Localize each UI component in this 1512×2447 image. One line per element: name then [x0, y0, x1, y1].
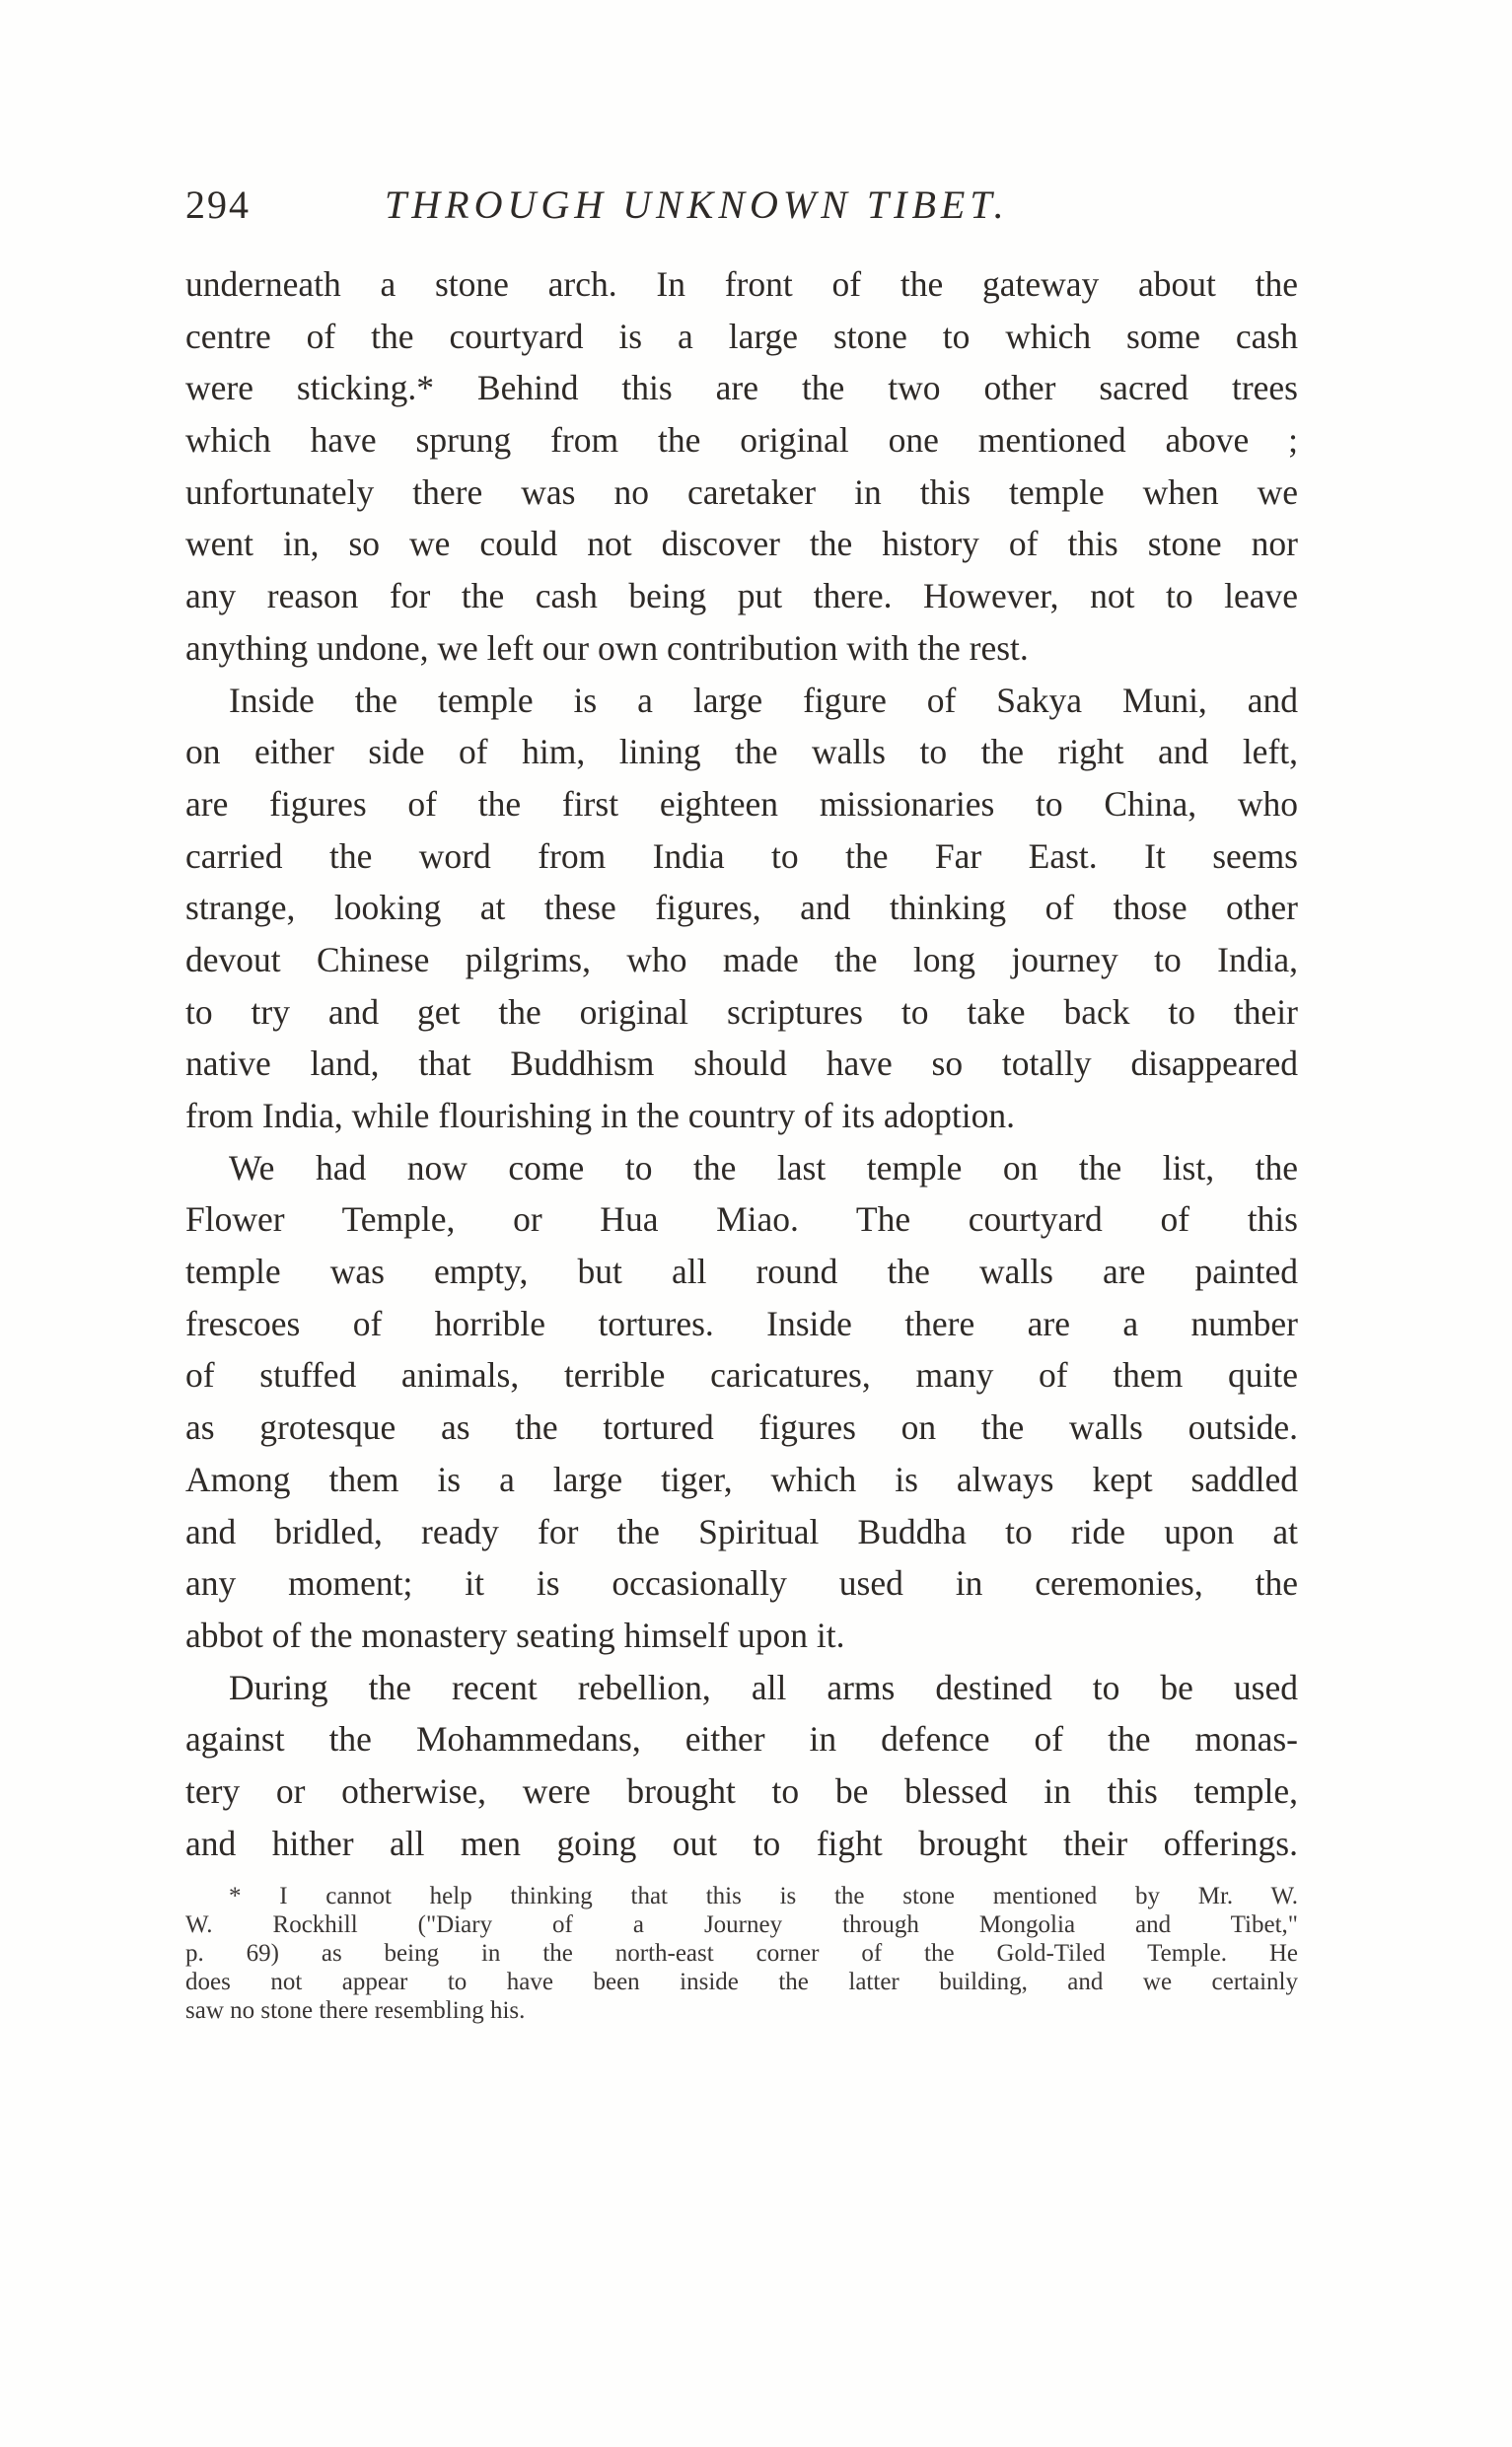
text-line: carried the word from India to the Far East. It seems: [185, 835, 1298, 876]
text-line: were sticking.* Behind this are the two other sacred trees: [185, 368, 1298, 408]
text-line: During the recent rebellion, all arms destined to be used: [229, 1667, 1298, 1707]
text-line: of stuffed animals, terrible caricatures, many of them quite: [185, 1355, 1298, 1396]
page-number: 294: [185, 182, 251, 227]
text-line: and bridled, ready for the Spiritual Buddha to ride upon at: [185, 1511, 1298, 1551]
text-line: which have sprung from the original one mentioned above ;: [185, 420, 1298, 461]
text-line: native land, that Buddhism should have so totally disappeared: [185, 1044, 1298, 1084]
text-line: underneath a stone arch. In front of the gateway about the: [185, 264, 1298, 304]
text-line: temple was empty, but all round the walls are painted: [185, 1252, 1298, 1292]
text-line: from India, while flourishing in the country of its adoption.: [185, 1096, 1016, 1135]
text-line: Inside the temple is a large figure of Sakya Muni, and: [229, 680, 1298, 720]
text-line: any reason for the cash being put there. However, not to leave: [185, 576, 1298, 616]
text-line: unfortunately there was no caretaker in this temple when we: [185, 471, 1298, 512]
footnote-line: does not appear to have been inside the latter building, and we certainly: [185, 1969, 1298, 1995]
text-line: and hither all men going out to fight brought their offerings.: [185, 1823, 1298, 1863]
footnote-line: p. 69) as being in the north-east corner of the Gold-Tiled Temple. He: [185, 1940, 1298, 1967]
text-line: Flower Temple, or Hua Miao. The courtyard of this: [185, 1199, 1298, 1240]
text-line: Among them is a large tiger, which is always kept saddled: [185, 1459, 1298, 1499]
text-line: devout Chinese pilgrims, who made the long journey to India,: [185, 939, 1298, 979]
text-line: abbot of the monastery seating himself upon it.: [185, 1615, 845, 1655]
text-line: tery or otherwise, were brought to be blessed in this temple,: [185, 1770, 1298, 1811]
text-line: to try and get the original scriptures to take back to their: [185, 991, 1298, 1032]
text-line: frescoes of horrible tortures. Inside there are a number: [185, 1303, 1298, 1343]
text-line: anything undone, we left our own contribution with the rest.: [185, 627, 1029, 668]
footnote-line: saw no stone there resembling his.: [185, 1997, 526, 2024]
text-line: went in, so we could not discover the history of this stone nor: [185, 524, 1298, 564]
text-line: We had now come to the last temple on the list, the: [229, 1147, 1298, 1188]
text-line: centre of the courtyard is a large stone to which some cash: [185, 316, 1298, 356]
footnote: [185, 1882, 1298, 2025]
text-line: as grotesque as the tortured figures on the walls outside.: [185, 1407, 1298, 1448]
text-line: any moment; it is occasionally used in ceremonies, the: [185, 1563, 1298, 1604]
text-line: strange, looking at these figures, and thinking of those other: [185, 888, 1298, 928]
text-line: against the Mohammedans, either in defence of the monas-: [185, 1719, 1298, 1760]
footnote-line: W. Rockhill ("Diary of a Journey through Mongolia and Tibet,": [185, 1911, 1298, 1938]
text-line: are figures of the first eighteen missionaries to China, who: [185, 783, 1298, 824]
running-title: THROUGH UNKNOWN TIBET.: [385, 182, 1009, 227]
page-header: [185, 181, 1330, 241]
footnote-line: * I cannot help thinking that this is the stone mentioned by Mr. W.: [229, 1883, 1298, 1909]
body-text: [185, 258, 1298, 1869]
text-line: on either side of him, lining the walls to the right and left,: [185, 732, 1298, 772]
